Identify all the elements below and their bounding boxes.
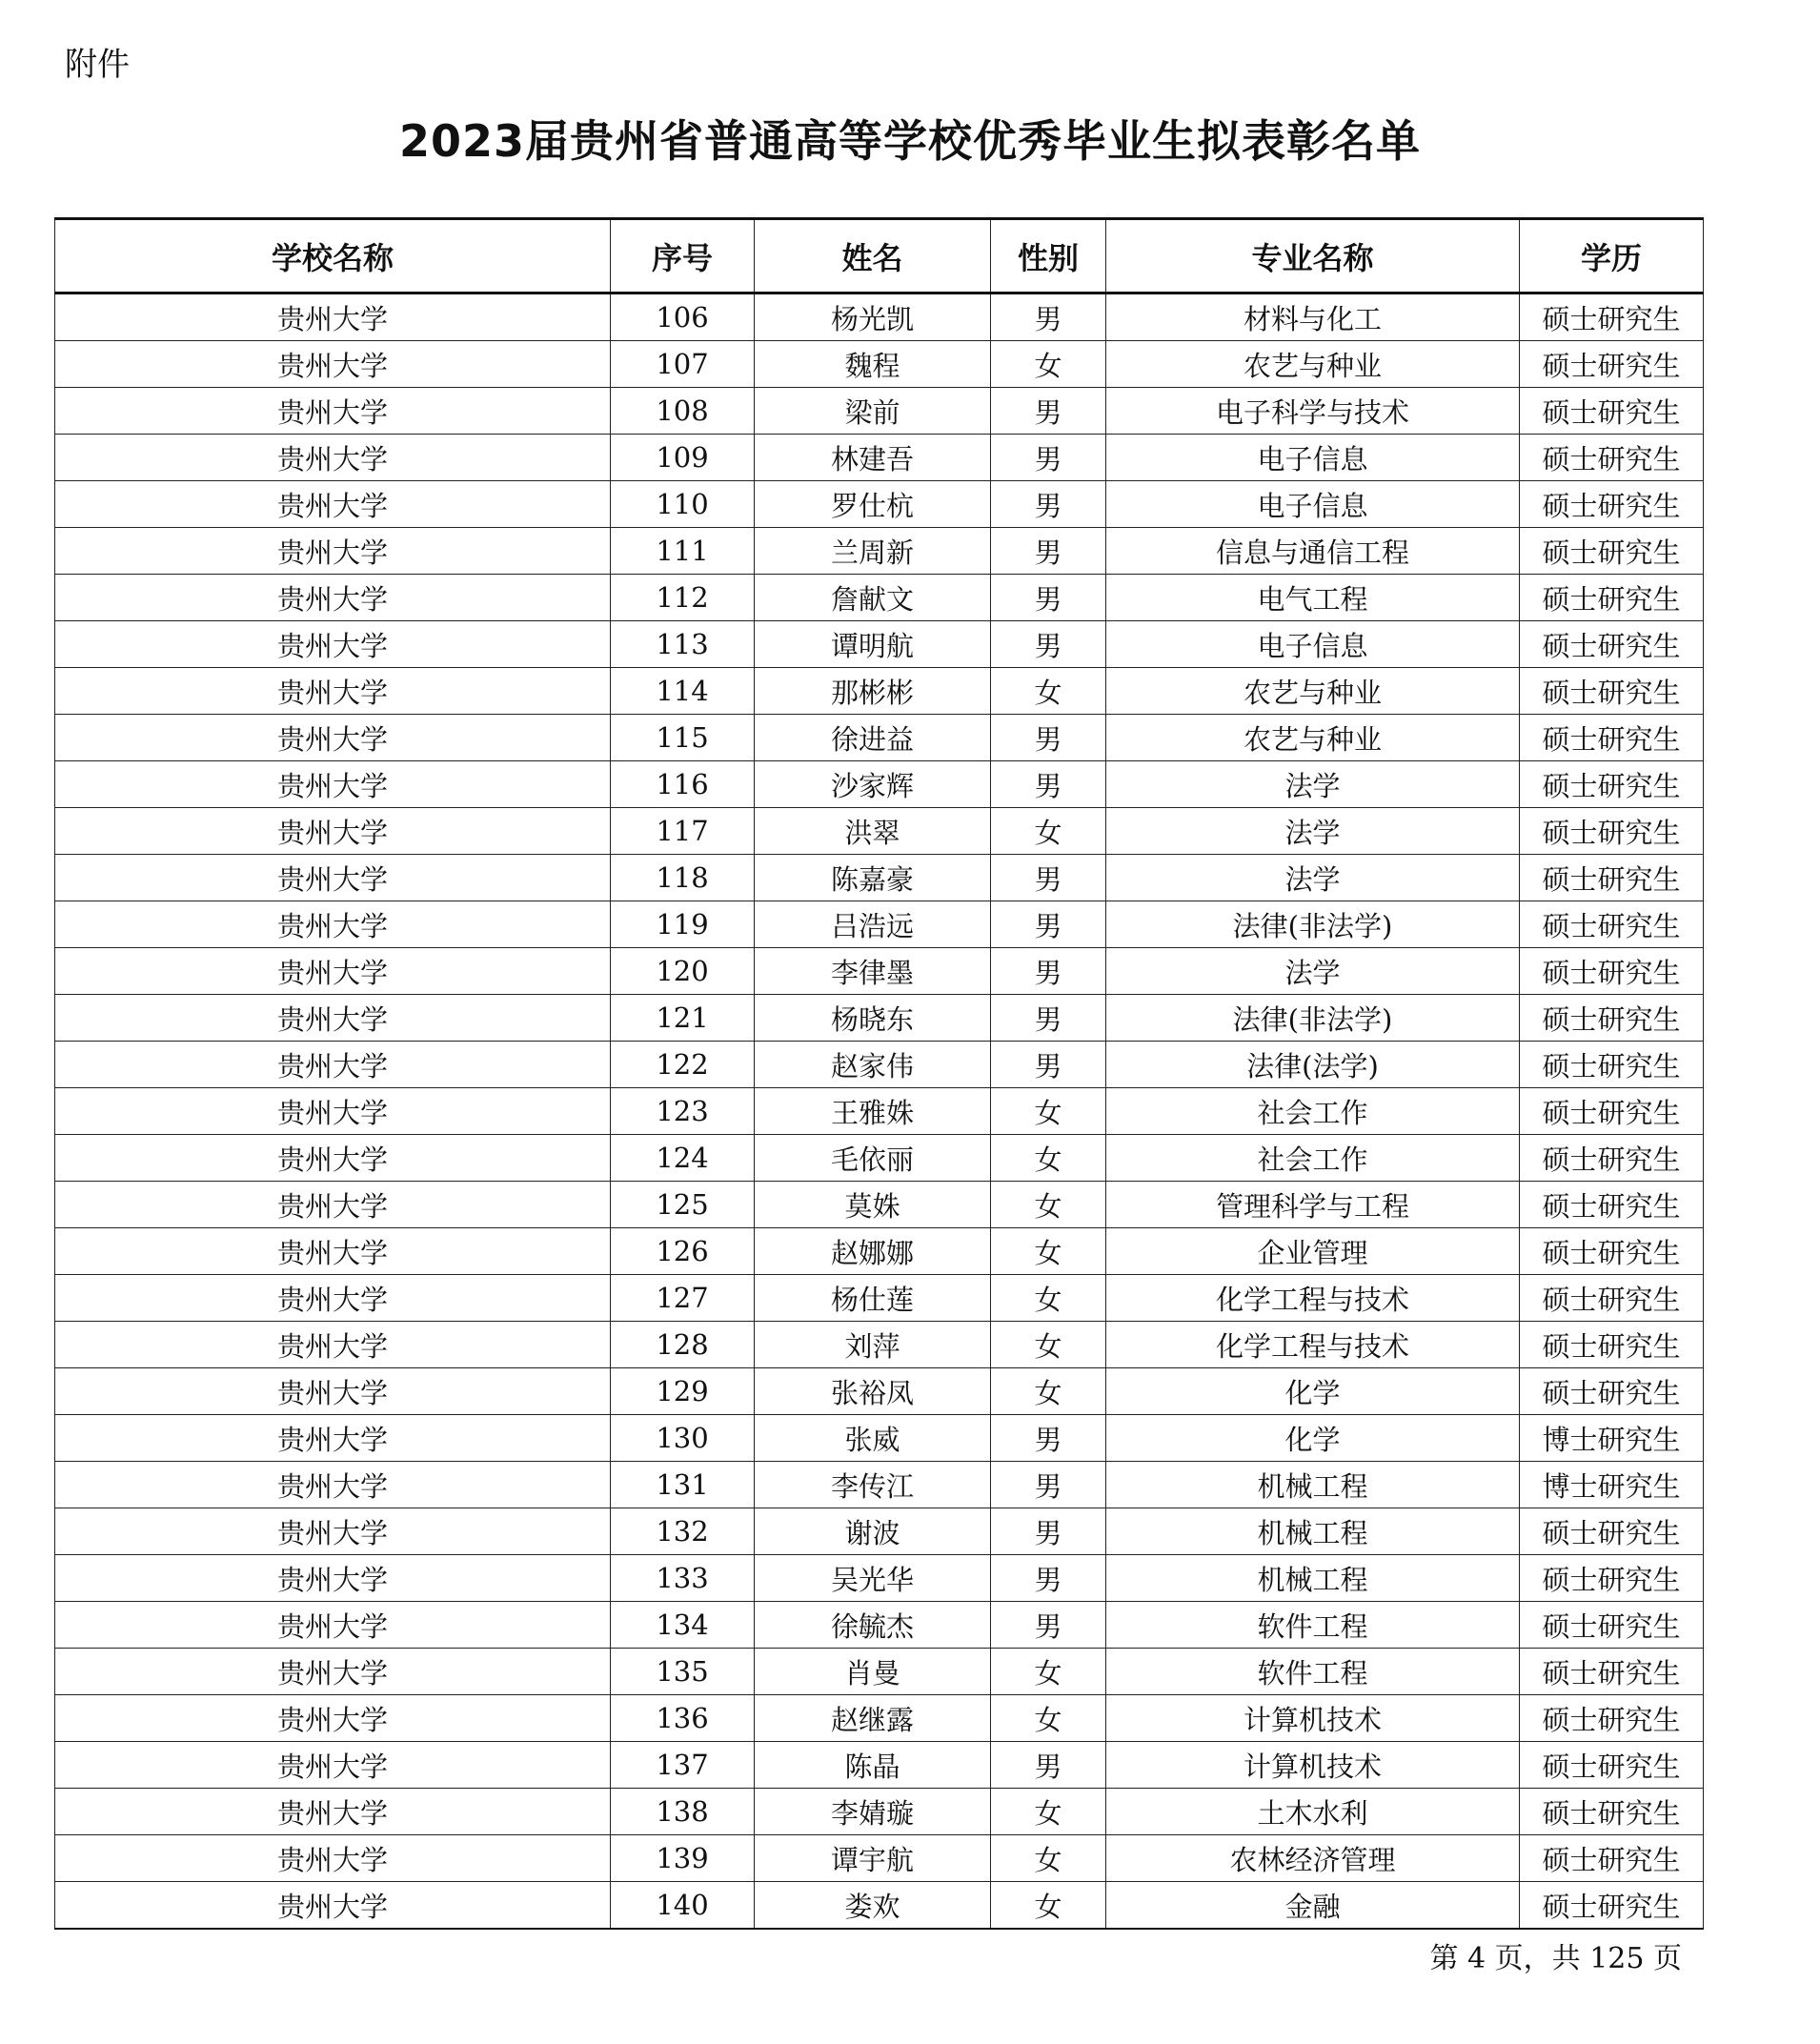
school-cell: 贵州大学 — [55, 1602, 611, 1649]
school-cell: 贵州大学 — [55, 855, 611, 901]
gender-cell: 男 — [991, 995, 1106, 1042]
table-row — [55, 1088, 1704, 1135]
table-row — [55, 1368, 1704, 1415]
major-cell: 计算机技术 — [1106, 1742, 1520, 1789]
degree-cell: 硕士研究生 — [1520, 621, 1704, 668]
number-cell: 113 — [611, 621, 755, 668]
number-cell: 140 — [611, 1882, 755, 1930]
gender-cell: 女 — [991, 1649, 1106, 1695]
major-cell: 机械工程 — [1106, 1462, 1520, 1508]
table-row — [55, 1789, 1704, 1835]
name-cell: 莫姝 — [755, 1182, 991, 1228]
number-cell: 130 — [611, 1415, 755, 1462]
name-cell: 娄欢 — [755, 1882, 991, 1930]
gender-cell: 男 — [991, 293, 1106, 341]
school-cell: 贵州大学 — [55, 621, 611, 668]
gender-cell: 男 — [991, 948, 1106, 995]
column-header-major: 专业名称 — [1106, 219, 1520, 293]
table-row — [55, 1462, 1704, 1508]
school-cell: 贵州大学 — [55, 575, 611, 621]
name-cell: 赵继露 — [755, 1695, 991, 1742]
degree-cell: 硕士研究生 — [1520, 528, 1704, 575]
table-row — [55, 1742, 1704, 1789]
school-cell: 贵州大学 — [55, 668, 611, 715]
school-cell: 贵州大学 — [55, 1742, 611, 1789]
major-cell: 法学 — [1106, 948, 1520, 995]
major-cell: 社会工作 — [1106, 1135, 1520, 1182]
major-cell: 农林经济管理 — [1106, 1835, 1520, 1882]
major-cell: 法律(非法学) — [1106, 995, 1520, 1042]
name-cell: 李传江 — [755, 1462, 991, 1508]
degree-cell: 硕士研究生 — [1520, 901, 1704, 948]
table-row — [55, 948, 1704, 995]
name-cell: 谢波 — [755, 1508, 991, 1555]
major-cell: 电子科学与技术 — [1106, 388, 1520, 435]
table-row — [55, 1275, 1704, 1322]
degree-cell: 硕士研究生 — [1520, 1555, 1704, 1602]
degree-cell: 硕士研究生 — [1520, 575, 1704, 621]
major-cell: 土木水利 — [1106, 1789, 1520, 1835]
school-cell: 贵州大学 — [55, 341, 611, 388]
name-cell: 李律墨 — [755, 948, 991, 995]
school-cell: 贵州大学 — [55, 1322, 611, 1368]
number-cell: 106 — [611, 293, 755, 341]
degree-cell: 硕士研究生 — [1520, 341, 1704, 388]
degree-cell: 硕士研究生 — [1520, 1835, 1704, 1882]
table-row — [55, 715, 1704, 761]
table-row — [55, 995, 1704, 1042]
major-cell: 材料与化工 — [1106, 293, 1520, 341]
table-row — [55, 1555, 1704, 1602]
name-cell: 沙家辉 — [755, 761, 991, 808]
gender-cell: 女 — [991, 1835, 1106, 1882]
degree-cell: 硕士研究生 — [1520, 1042, 1704, 1088]
name-cell: 赵家伟 — [755, 1042, 991, 1088]
degree-cell: 硕士研究生 — [1520, 388, 1704, 435]
name-cell: 张裕凤 — [755, 1368, 991, 1415]
degree-cell: 硕士研究生 — [1520, 293, 1704, 341]
school-cell: 贵州大学 — [55, 901, 611, 948]
school-cell: 贵州大学 — [55, 1649, 611, 1695]
name-cell: 梁前 — [755, 388, 991, 435]
school-cell: 贵州大学 — [55, 948, 611, 995]
name-cell: 吴光华 — [755, 1555, 991, 1602]
awardee-table — [54, 217, 1704, 1930]
gender-cell: 女 — [991, 1368, 1106, 1415]
school-cell: 贵州大学 — [55, 808, 611, 855]
number-cell: 126 — [611, 1228, 755, 1275]
school-cell: 贵州大学 — [55, 1042, 611, 1088]
column-header-name: 姓名 — [755, 219, 991, 293]
table-row — [55, 855, 1704, 901]
page-number: 第 4 页，共 125 页 — [1429, 1942, 1682, 1975]
degree-cell: 硕士研究生 — [1520, 808, 1704, 855]
degree-cell: 硕士研究生 — [1520, 948, 1704, 995]
number-cell: 136 — [611, 1695, 755, 1742]
school-cell: 贵州大学 — [55, 1555, 611, 1602]
major-cell: 金融 — [1106, 1882, 1520, 1930]
major-cell: 软件工程 — [1106, 1602, 1520, 1649]
gender-cell: 男 — [991, 1555, 1106, 1602]
table-row — [55, 1695, 1704, 1742]
school-cell: 贵州大学 — [55, 1415, 611, 1462]
table-row — [55, 808, 1704, 855]
table-row — [55, 1135, 1704, 1182]
number-cell: 110 — [611, 481, 755, 528]
column-header-degree: 学历 — [1520, 219, 1704, 293]
name-cell: 吕浩远 — [755, 901, 991, 948]
gender-cell: 男 — [991, 1742, 1106, 1789]
table-row — [55, 481, 1704, 528]
gender-cell: 女 — [991, 341, 1106, 388]
table-header-row — [55, 219, 1704, 293]
number-cell: 124 — [611, 1135, 755, 1182]
major-cell: 电气工程 — [1106, 575, 1520, 621]
name-cell: 杨光凯 — [755, 293, 991, 341]
table-row — [55, 1602, 1704, 1649]
degree-cell: 硕士研究生 — [1520, 1368, 1704, 1415]
table-row — [55, 293, 1704, 341]
major-cell: 计算机技术 — [1106, 1695, 1520, 1742]
table-row — [55, 1042, 1704, 1088]
major-cell: 农艺与种业 — [1106, 341, 1520, 388]
gender-cell: 男 — [991, 388, 1106, 435]
major-cell: 电子信息 — [1106, 621, 1520, 668]
degree-cell: 硕士研究生 — [1520, 435, 1704, 481]
table-row — [55, 621, 1704, 668]
name-cell: 林建吾 — [755, 435, 991, 481]
gender-cell: 男 — [991, 855, 1106, 901]
degree-cell: 硕士研究生 — [1520, 1742, 1704, 1789]
major-cell: 化学 — [1106, 1415, 1520, 1462]
school-cell: 贵州大学 — [55, 1462, 611, 1508]
table-row — [55, 668, 1704, 715]
number-cell: 135 — [611, 1649, 755, 1695]
name-cell: 毛依丽 — [755, 1135, 991, 1182]
gender-cell: 男 — [991, 1415, 1106, 1462]
name-cell: 詹献文 — [755, 575, 991, 621]
school-cell: 贵州大学 — [55, 1835, 611, 1882]
table-row — [55, 528, 1704, 575]
gender-cell: 女 — [991, 1088, 1106, 1135]
school-cell: 贵州大学 — [55, 1182, 611, 1228]
major-cell: 管理科学与工程 — [1106, 1182, 1520, 1228]
degree-cell: 硕士研究生 — [1520, 715, 1704, 761]
school-cell: 贵州大学 — [55, 528, 611, 575]
major-cell: 农艺与种业 — [1106, 668, 1520, 715]
degree-cell: 硕士研究生 — [1520, 1135, 1704, 1182]
gender-cell: 男 — [991, 528, 1106, 575]
name-cell: 徐毓杰 — [755, 1602, 991, 1649]
number-cell: 119 — [611, 901, 755, 948]
degree-cell: 硕士研究生 — [1520, 761, 1704, 808]
number-cell: 131 — [611, 1462, 755, 1508]
number-cell: 138 — [611, 1789, 755, 1835]
gender-cell: 女 — [991, 1275, 1106, 1322]
degree-cell: 博士研究生 — [1520, 1415, 1704, 1462]
degree-cell: 硕士研究生 — [1520, 668, 1704, 715]
name-cell: 罗仕杭 — [755, 481, 991, 528]
number-cell: 134 — [611, 1602, 755, 1649]
degree-cell: 硕士研究生 — [1520, 1649, 1704, 1695]
school-cell: 贵州大学 — [55, 1088, 611, 1135]
degree-cell: 硕士研究生 — [1520, 995, 1704, 1042]
school-cell: 贵州大学 — [55, 1695, 611, 1742]
major-cell: 法律(法学) — [1106, 1042, 1520, 1088]
table-row — [55, 1882, 1704, 1930]
major-cell: 企业管理 — [1106, 1228, 1520, 1275]
school-cell: 贵州大学 — [55, 1275, 611, 1322]
school-cell: 贵州大学 — [55, 995, 611, 1042]
school-cell: 贵州大学 — [55, 293, 611, 341]
degree-cell: 硕士研究生 — [1520, 855, 1704, 901]
major-cell: 化学 — [1106, 1368, 1520, 1415]
table-row — [55, 435, 1704, 481]
gender-cell: 女 — [991, 1695, 1106, 1742]
school-cell: 贵州大学 — [55, 435, 611, 481]
column-header-gender: 性别 — [991, 219, 1106, 293]
degree-cell: 硕士研究生 — [1520, 1695, 1704, 1742]
gender-cell: 男 — [991, 1508, 1106, 1555]
major-cell: 法学 — [1106, 808, 1520, 855]
name-cell: 谭宇航 — [755, 1835, 991, 1882]
gender-cell: 女 — [991, 808, 1106, 855]
school-cell: 贵州大学 — [55, 761, 611, 808]
degree-cell: 硕士研究生 — [1520, 1789, 1704, 1835]
table-row — [55, 1835, 1704, 1882]
table-row — [55, 901, 1704, 948]
number-cell: 122 — [611, 1042, 755, 1088]
table-row — [55, 575, 1704, 621]
school-cell: 贵州大学 — [55, 388, 611, 435]
degree-cell: 硕士研究生 — [1520, 1882, 1704, 1930]
major-cell: 机械工程 — [1106, 1555, 1520, 1602]
gender-cell: 女 — [991, 1789, 1106, 1835]
number-cell: 133 — [611, 1555, 755, 1602]
name-cell: 杨晓东 — [755, 995, 991, 1042]
name-cell: 杨仕莲 — [755, 1275, 991, 1322]
number-cell: 125 — [611, 1182, 755, 1228]
table-row — [55, 1415, 1704, 1462]
number-cell: 107 — [611, 341, 755, 388]
table-row — [55, 1228, 1704, 1275]
table-row — [55, 1182, 1704, 1228]
gender-cell: 男 — [991, 901, 1106, 948]
column-header-number: 序号 — [611, 219, 755, 293]
table-row — [55, 1508, 1704, 1555]
number-cell: 109 — [611, 435, 755, 481]
number-cell: 137 — [611, 1742, 755, 1789]
gender-cell: 女 — [991, 1228, 1106, 1275]
gender-cell: 男 — [991, 761, 1106, 808]
number-cell: 116 — [611, 761, 755, 808]
name-cell: 魏程 — [755, 341, 991, 388]
major-cell: 社会工作 — [1106, 1088, 1520, 1135]
number-cell: 114 — [611, 668, 755, 715]
attachment-label: 附件 — [65, 46, 130, 84]
gender-cell: 女 — [991, 1882, 1106, 1930]
major-cell: 法学 — [1106, 761, 1520, 808]
table-row — [55, 1322, 1704, 1368]
gender-cell: 女 — [991, 1135, 1106, 1182]
number-cell: 112 — [611, 575, 755, 621]
number-cell: 127 — [611, 1275, 755, 1322]
number-cell: 111 — [611, 528, 755, 575]
gender-cell: 男 — [991, 435, 1106, 481]
name-cell: 洪翠 — [755, 808, 991, 855]
number-cell: 120 — [611, 948, 755, 995]
degree-cell: 硕士研究生 — [1520, 1322, 1704, 1368]
school-cell: 贵州大学 — [55, 1135, 611, 1182]
name-cell: 徐进益 — [755, 715, 991, 761]
degree-cell: 硕士研究生 — [1520, 1088, 1704, 1135]
gender-cell: 女 — [991, 668, 1106, 715]
degree-cell: 硕士研究生 — [1520, 1508, 1704, 1555]
table-row — [55, 1649, 1704, 1695]
gender-cell: 男 — [991, 1042, 1106, 1088]
name-cell: 那彬彬 — [755, 668, 991, 715]
gender-cell: 男 — [991, 1602, 1106, 1649]
number-cell: 139 — [611, 1835, 755, 1882]
degree-cell: 硕士研究生 — [1520, 1228, 1704, 1275]
major-cell: 信息与通信工程 — [1106, 528, 1520, 575]
name-cell: 张威 — [755, 1415, 991, 1462]
school-cell: 贵州大学 — [55, 1789, 611, 1835]
column-header-school: 学校名称 — [55, 219, 611, 293]
major-cell: 电子信息 — [1106, 435, 1520, 481]
major-cell: 法学 — [1106, 855, 1520, 901]
table-body — [55, 293, 1704, 1930]
major-cell: 法律(非法学) — [1106, 901, 1520, 948]
school-cell: 贵州大学 — [55, 1882, 611, 1930]
gender-cell: 男 — [991, 715, 1106, 761]
number-cell: 128 — [611, 1322, 755, 1368]
degree-cell: 硕士研究生 — [1520, 1275, 1704, 1322]
name-cell: 陈晶 — [755, 1742, 991, 1789]
number-cell: 129 — [611, 1368, 755, 1415]
gender-cell: 男 — [991, 481, 1106, 528]
major-cell: 机械工程 — [1106, 1508, 1520, 1555]
name-cell: 陈嘉豪 — [755, 855, 991, 901]
degree-cell: 博士研究生 — [1520, 1462, 1704, 1508]
number-cell: 117 — [611, 808, 755, 855]
gender-cell: 男 — [991, 575, 1106, 621]
gender-cell: 女 — [991, 1182, 1106, 1228]
major-cell: 电子信息 — [1106, 481, 1520, 528]
name-cell: 谭明航 — [755, 621, 991, 668]
table-row — [55, 388, 1704, 435]
major-cell: 化学工程与技术 — [1106, 1322, 1520, 1368]
school-cell: 贵州大学 — [55, 481, 611, 528]
number-cell: 121 — [611, 995, 755, 1042]
name-cell: 王雅姝 — [755, 1088, 991, 1135]
gender-cell: 男 — [991, 1462, 1106, 1508]
number-cell: 108 — [611, 388, 755, 435]
table-row — [55, 761, 1704, 808]
number-cell: 115 — [611, 715, 755, 761]
degree-cell: 硕士研究生 — [1520, 1182, 1704, 1228]
school-cell: 贵州大学 — [55, 1368, 611, 1415]
school-cell: 贵州大学 — [55, 715, 611, 761]
table-row — [55, 341, 1704, 388]
name-cell: 赵娜娜 — [755, 1228, 991, 1275]
gender-cell: 男 — [991, 621, 1106, 668]
major-cell: 化学工程与技术 — [1106, 1275, 1520, 1322]
name-cell: 刘萍 — [755, 1322, 991, 1368]
degree-cell: 硕士研究生 — [1520, 481, 1704, 528]
school-cell: 贵州大学 — [55, 1508, 611, 1555]
school-cell: 贵州大学 — [55, 1228, 611, 1275]
major-cell: 农艺与种业 — [1106, 715, 1520, 761]
name-cell: 李婧璇 — [755, 1789, 991, 1835]
degree-cell: 硕士研究生 — [1520, 1602, 1704, 1649]
gender-cell: 女 — [991, 1322, 1106, 1368]
name-cell: 肖曼 — [755, 1649, 991, 1695]
major-cell: 软件工程 — [1106, 1649, 1520, 1695]
number-cell: 118 — [611, 855, 755, 901]
name-cell: 兰周新 — [755, 528, 991, 575]
number-cell: 132 — [611, 1508, 755, 1555]
number-cell: 123 — [611, 1088, 755, 1135]
page-title: 2023届贵州省普通高等学校优秀毕业生拟表彰名单 — [398, 115, 1422, 167]
